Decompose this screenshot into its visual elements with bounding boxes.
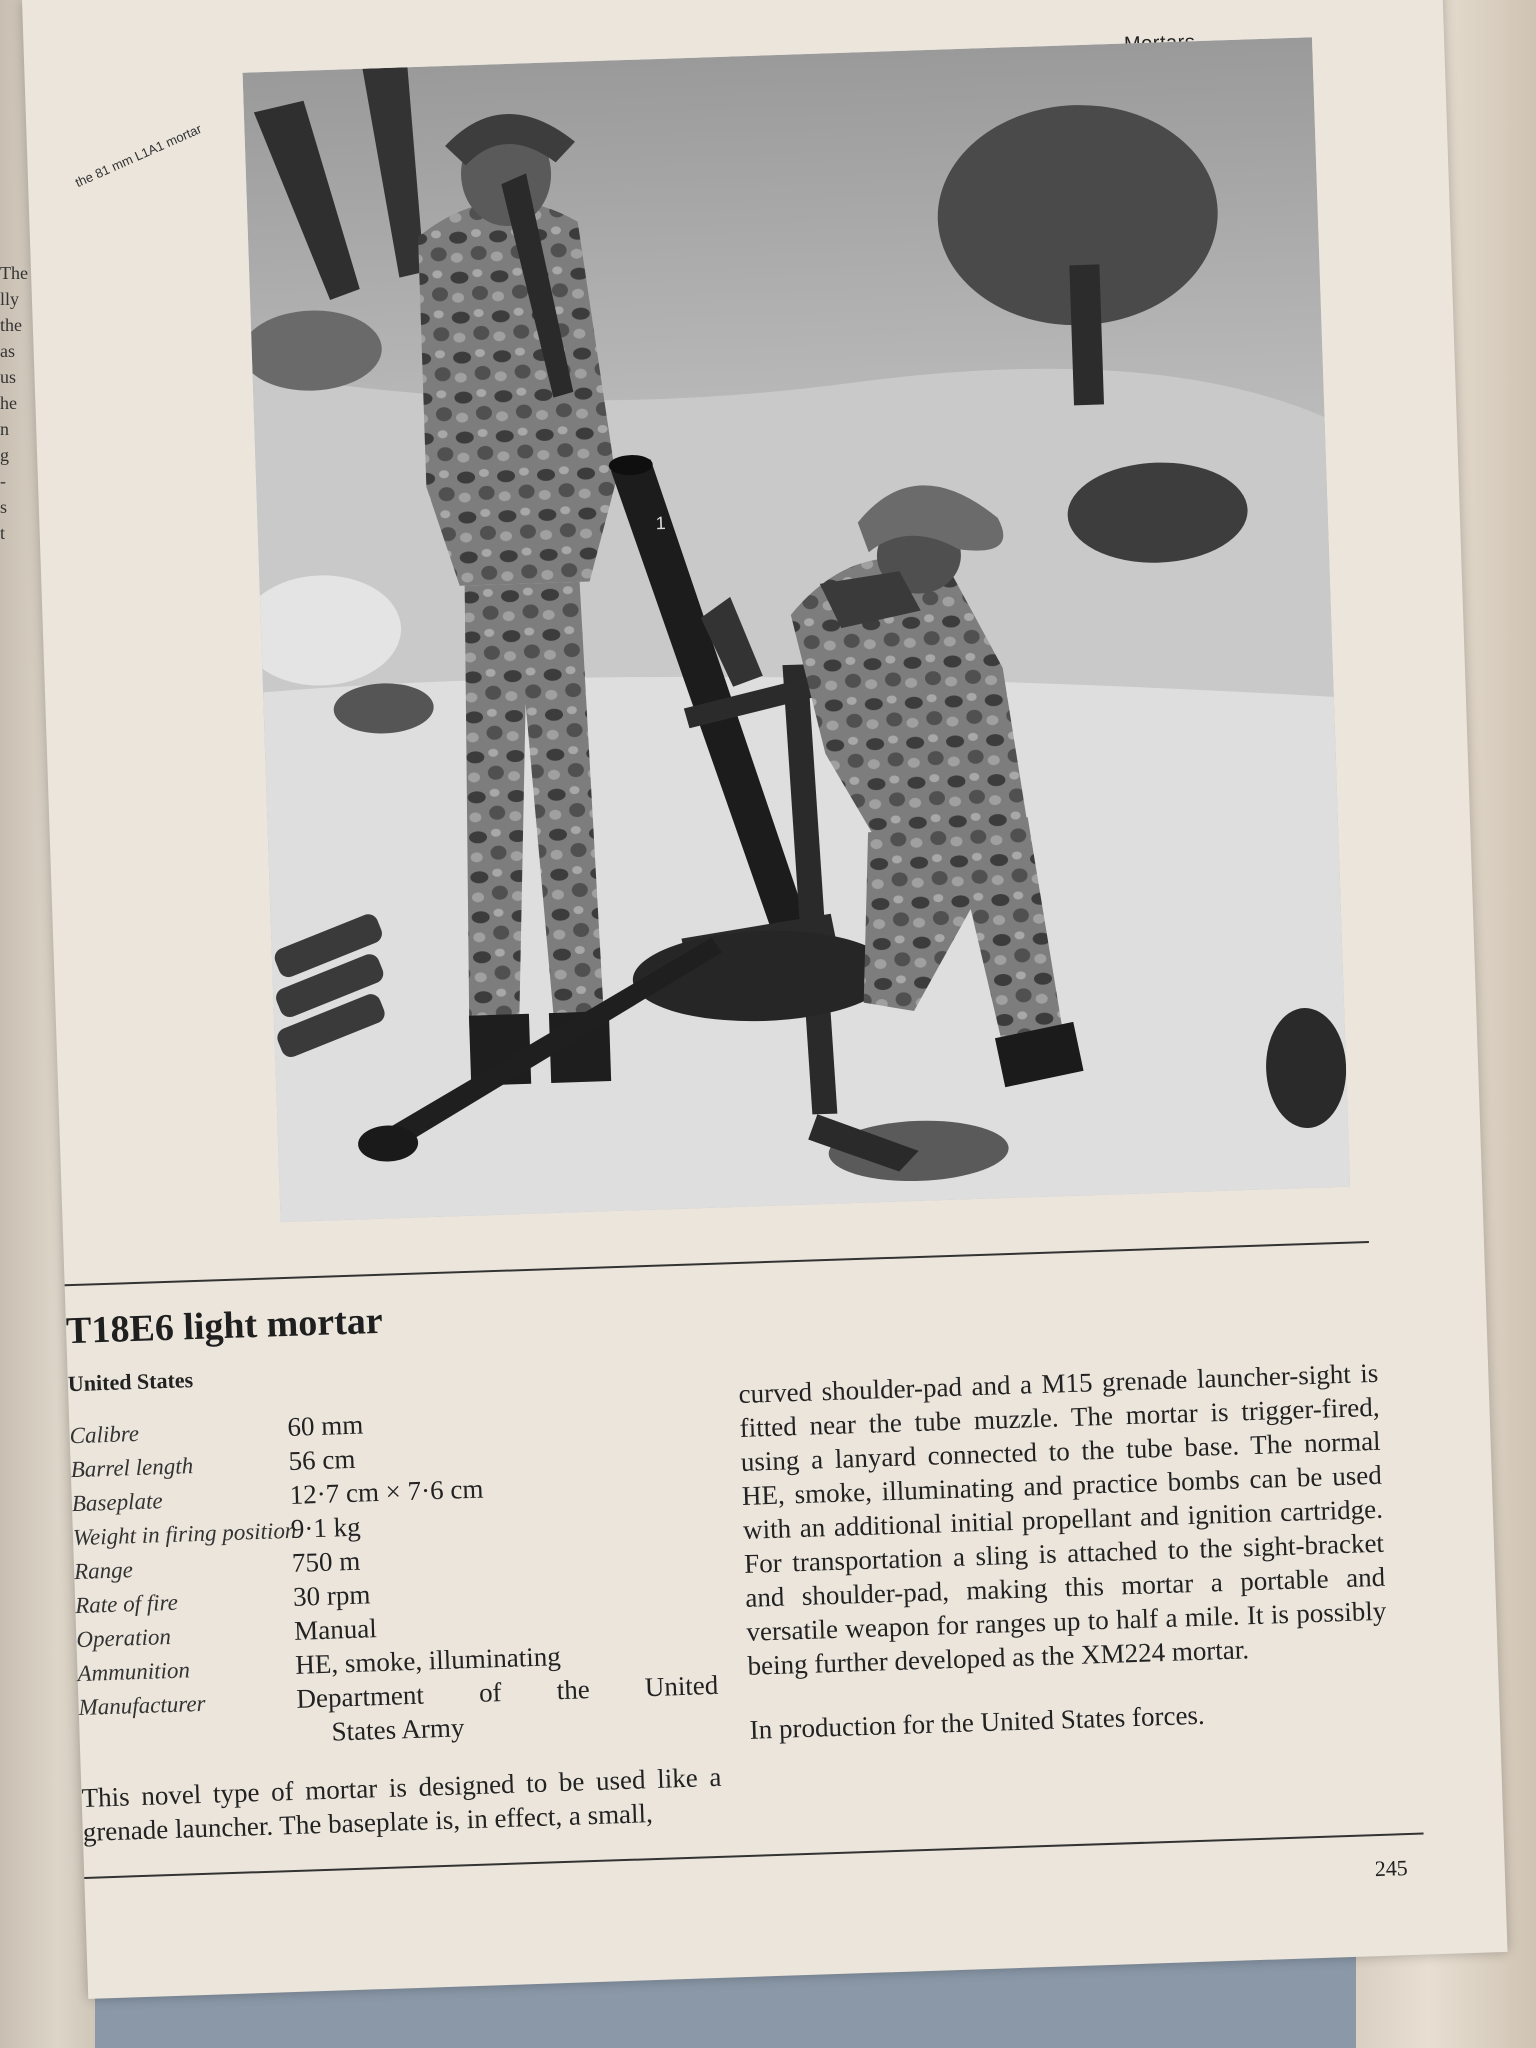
article-title: T18E6 light mortar bbox=[65, 1299, 384, 1353]
spec-label: Baseplate bbox=[71, 1488, 163, 1517]
spec-label: Rate of fire bbox=[74, 1589, 179, 1619]
photo-caption: the 81 mm L1A1 mortar bbox=[72, 121, 204, 191]
spec-table bbox=[69, 1398, 720, 1759]
article-country: United States bbox=[67, 1367, 194, 1397]
book-page bbox=[22, 0, 1508, 1999]
spec-value: 9·1 kg bbox=[290, 1511, 362, 1544]
spec-value: 750 m bbox=[291, 1545, 361, 1578]
spec-value: HE, smoke, illuminating bbox=[294, 1641, 562, 1680]
left-page-fragment: lly bbox=[0, 289, 20, 309]
spec-label: Barrel length bbox=[70, 1453, 194, 1483]
spec-label: Operation bbox=[75, 1623, 172, 1653]
left-page-fragment: g bbox=[0, 445, 9, 465]
description-column bbox=[738, 1356, 1390, 1747]
spec-value: 56 cm bbox=[288, 1443, 356, 1476]
top-rule bbox=[65, 1241, 1369, 1286]
tube-marking: 1 bbox=[655, 512, 667, 534]
spec-value-continuation: States Army bbox=[331, 1712, 465, 1747]
left-page-fragment: as bbox=[0, 341, 15, 361]
spec-value: 30 rpm bbox=[292, 1579, 371, 1612]
spec-label: Calibre bbox=[69, 1420, 140, 1449]
left-page-fragment: The bbox=[0, 263, 28, 283]
spec-label: Manufacturer bbox=[78, 1690, 206, 1721]
intro-paragraph: This novel type of mortar is designed to be used like a grenade launcher. The baseplate is, in effect, a small, bbox=[81, 1761, 722, 1847]
production-note: In production for the United States forces. bbox=[749, 1699, 1206, 1745]
spec-value: 12·7 cm × 7·6 cm bbox=[289, 1473, 484, 1510]
spec-value: Manual bbox=[293, 1613, 378, 1646]
left-page-fragment: - bbox=[0, 471, 6, 491]
left-page-fragment: t bbox=[0, 523, 6, 543]
page-number: 245 bbox=[1374, 1855, 1409, 1882]
description-paragraph: curved shoulder-pad and a M15 grenade launcher-sight is fitted near the tube muzzle. The mortar is trigger-fired, using a lanyard connected to the tube base. The normal HE, smoke, illuminating and practice bombs can be used with an additional initial propellant and ignition cartridge. For transportation a sling is attached to the sight-bracket and shoulder-pad, making this mortar a portable and versatile weapon for ranges up to half a mile. It is possibly being further developed as the XM224 mortar. bbox=[738, 1357, 1387, 1681]
mortar-photo bbox=[243, 37, 1351, 1222]
spec-label: Ammunition bbox=[77, 1657, 191, 1687]
left-page-fragment: he bbox=[0, 393, 17, 413]
left-page-fragment: us bbox=[0, 367, 17, 387]
spec-value: 60 mm bbox=[286, 1409, 364, 1442]
left-page-fragment: the bbox=[0, 315, 22, 335]
spec-value: Department of the United bbox=[295, 1669, 719, 1714]
left-page-fragment: s bbox=[0, 497, 8, 517]
spec-label: Range bbox=[73, 1557, 134, 1585]
spec-label: Weight in firing position bbox=[72, 1517, 297, 1551]
left-page-text-fragments bbox=[0, 260, 30, 546]
left-page-fragment: n bbox=[0, 419, 9, 439]
